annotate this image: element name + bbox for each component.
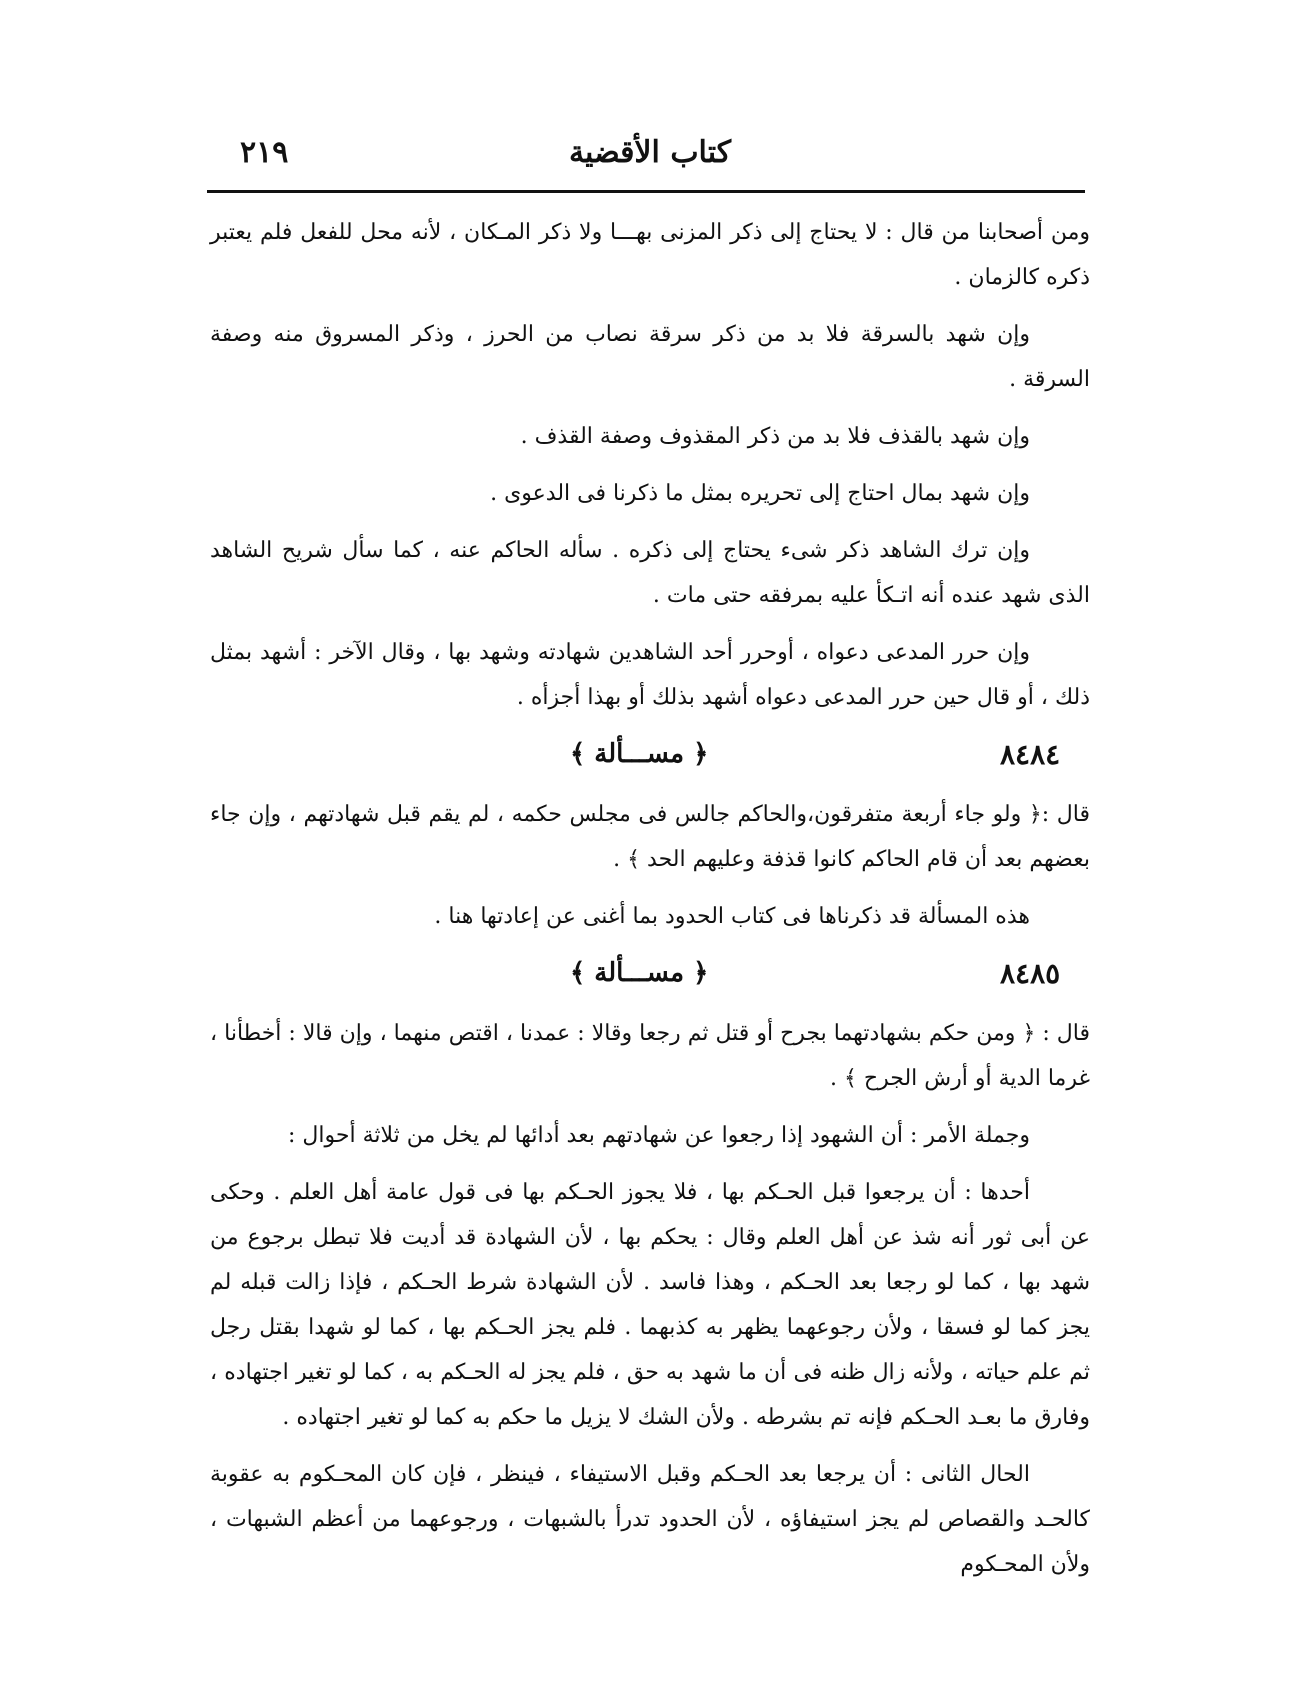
page-number: ٢١٩: [240, 135, 289, 170]
section-label: ﴿ مســـألة ﴾: [570, 958, 709, 988]
paragraph: الحال الثانى : أن يرجعا بعد الحـكم وقبل الاستيفاء ، فينظر ، فإن كان المحـكوم به عقوبة كالحـد والقصاص لم يجز استيفاؤه ، لأن الحدود تدرأ بالشبهات ، ورجوعهما من أعظم الشبهات ، ولأن المحـكوم: [210, 1462, 1090, 1577]
section-number: ٨٤٨٥: [1000, 957, 1061, 990]
header-rule: [207, 190, 1085, 193]
paragraph: هذه المسألة قد ذكرناها فى كتاب الحدود بما أغنى عن إعادتها هنا .: [434, 904, 1030, 929]
section-heading: [210, 732, 1090, 782]
paragraph: قال : ﴿ ومن حكم بشهادتهما بجرح أو قتل ثم رجعا وقالا : عمدنا ، اقتص منهما ، وإن قالا : أخطأنا ، غرما الدية أو أرش الجرح ﴾ .: [210, 1021, 1090, 1091]
paragraph: وجملة الأمر : أن الشهود إذا رجعوا عن شهادتهم بعد أدائها لم يخل من ثلاثة أحوال :: [288, 1123, 1030, 1148]
paragraph: وإن شهد بالسرقة فلا بد من ذكر سرقة نصاب من الحرز ، وذكر المسروق منه وصفة السرقة .: [210, 322, 1090, 392]
paragraph: وإن شهد بالقذف فلا بد من ذكر المقذوف وصفة القذف .: [520, 424, 1030, 449]
section-heading: [210, 951, 1090, 1001]
section-number: ٨٤٨٤: [1000, 738, 1061, 771]
section-label: ﴿ مســـألة ﴾: [570, 739, 709, 769]
paragraph: ومن أصحابنا من قال : لا يحتاج إلى ذكر المزنى بهـــا ولا ذكر المـكان ، لأنه محل للفعل فلم يعتبر ذكره كالزمان .: [210, 220, 1090, 290]
running-title: كتاب الأقضية: [568, 135, 732, 170]
paragraph: قال :﴿ ولو جاء أربعة متفرقون،والحاكم جالس فى مجلس حكمه ، لم يقم قبل شهادتهم ، وإن جاء بعضهم بعد أن قام الحاكم كانوا قذفة وعليهم الحد ﴾ .: [210, 802, 1090, 872]
paragraph: أحدها : أن يرجعوا قبل الحـكم بها ، فلا يجوز الحـكم بها فى قول عامة أهل العلم . وحكى عن أبى ثور أنه شذ عن أهل العلم وقال : يحكم بها ، لأن الشهادة قد أديت فلا تبطل برجوع من شهد بها ، كما لو رجعا بعد الحـكم ، وهذا فاسد . لأن الشهادة شرط الحـكم ، فإذا زالت قبله لم يجز كما لو فسقا ، ولأن رجوعهما يظهر به كذبهما . فلم يجز الحـكم بها ، كما لو شهدا بقتل رجل ثم علم حياته ، ولأنه زال ظنه فى أن ما شهد به حق ، فلم يجز له الحـكم به ، كما لو تغير اجتهاده ، وفارق ما بعـد الحـكم فإنه تم بشرطه . ولأن الشك لا يزيل ما حكم به كما لو تغير اجتهاده .: [210, 1180, 1090, 1430]
page-header: [200, 135, 1100, 185]
paragraph: وإن حرر المدعى دعواه ، أوحرر أحد الشاهدين شهادته وشهد بها ، وقال الآخر : أشهد بمثل ذلك ، أو قال حين حرر المدعى دعواه أشهد بذلك أو بهذا أجزأه .: [210, 640, 1090, 710]
page-body: [210, 210, 1090, 1599]
paragraph: وإن ترك الشاهد ذكر شىء يحتاج إلى ذكره . سأله الحاكم عنه ، كما سأل شريح الشاهد الذى شهد عنده أنه اتـكأ عليه بمرفقه حتى مات .: [210, 538, 1090, 608]
paragraph: وإن شهد بمال احتاج إلى تحريره بمثل ما ذكرنا فى الدعوى .: [490, 481, 1030, 506]
